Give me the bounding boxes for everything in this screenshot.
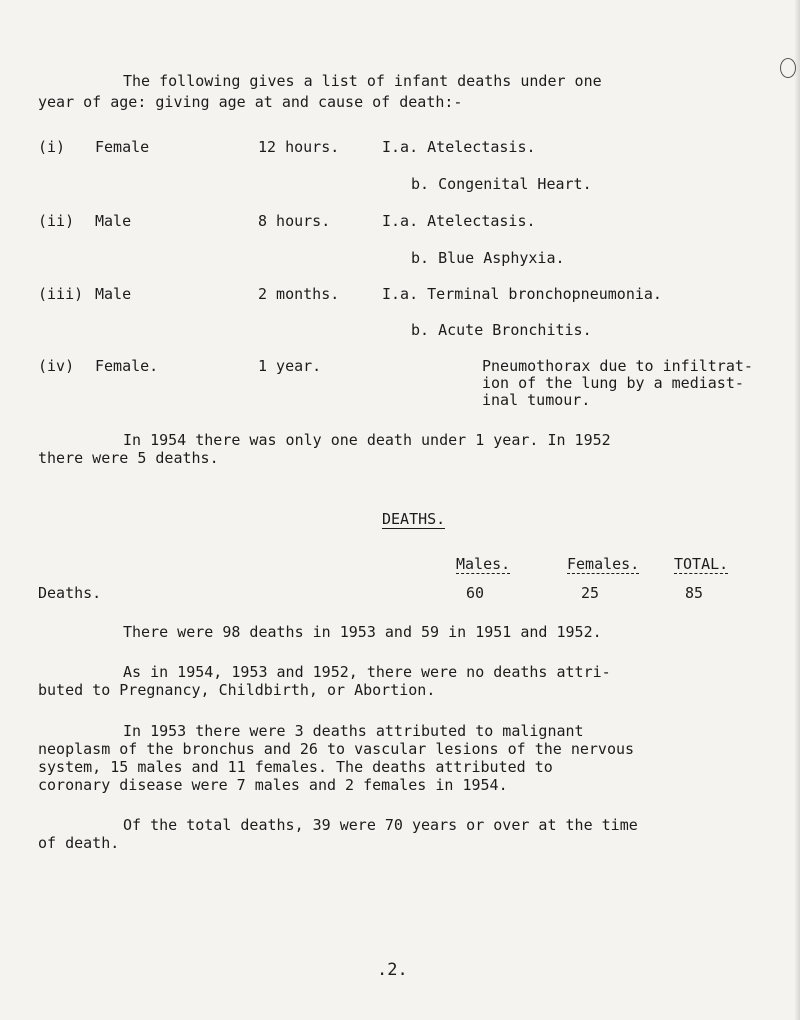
deaths-total-value: 85 bbox=[685, 584, 704, 602]
entry-4-number: (iv) bbox=[38, 357, 75, 375]
entry-2-age: 8 hours. bbox=[258, 212, 331, 230]
entry-1-age: 12 hours. bbox=[258, 138, 340, 156]
deaths-males-value: 60 bbox=[466, 584, 485, 602]
entry-4-cause-line-2: ion of the lung by a mediast- bbox=[482, 374, 744, 392]
entry-1-sex: Female bbox=[95, 138, 150, 156]
entry-1-cause-a: I.a. Atelectasis. bbox=[382, 138, 536, 156]
para-1954-line-2: there were 5 deaths. bbox=[38, 449, 219, 467]
deaths-females-value: 25 bbox=[581, 584, 600, 602]
col-header-males: Males. bbox=[456, 555, 511, 573]
para-neoplasm-line-3: system, 15 males and 11 females. The deaths attributed to bbox=[38, 758, 553, 776]
para-neoplasm-line-4: coronary disease were 7 males and 2 females in 1954. bbox=[38, 776, 508, 794]
entry-3-sex: Male bbox=[95, 285, 132, 303]
col-header-total: TOTAL. bbox=[674, 555, 729, 573]
entry-1-cause-b: b. Congenital Heart. bbox=[411, 175, 592, 193]
page-number: .2. bbox=[377, 960, 408, 980]
deaths-row-label: Deaths. bbox=[38, 584, 102, 602]
deaths-heading: DEATHS. bbox=[382, 510, 446, 528]
entry-3-cause-a: I.a. Terminal bronchopneumonia. bbox=[382, 285, 662, 303]
entry-3-age: 2 months. bbox=[258, 285, 340, 303]
entry-3-number: (iii) bbox=[38, 285, 84, 303]
para-age-line-2: of death. bbox=[38, 834, 120, 852]
entry-2-sex: Male bbox=[95, 212, 132, 230]
entry-2-cause-b: b. Blue Asphyxia. bbox=[411, 249, 565, 267]
page-edge-shadow bbox=[794, 0, 800, 1020]
entry-4-age: 1 year. bbox=[258, 357, 322, 375]
intro-line-1: The following gives a list of infant deaths under one bbox=[123, 72, 602, 90]
para-1954-line-1: In 1954 there was only one death under 1 year. In 1952 bbox=[123, 431, 611, 449]
entry-4-cause-line-1: Pneumothorax due to infiltrat- bbox=[482, 357, 753, 375]
para-1953: There were 98 deaths in 1953 and 59 in 1951 and 1952. bbox=[123, 623, 602, 641]
entry-3-cause-b: b. Acute Bronchitis. bbox=[411, 321, 592, 339]
para-pregnancy-line-2: buted to Pregnancy, Childbirth, or Abortion. bbox=[38, 681, 436, 699]
intro-line-2: year of age: giving age at and cause of death:- bbox=[38, 93, 463, 111]
entry-2-number: (ii) bbox=[38, 212, 75, 230]
para-neoplasm-line-2: neoplasm of the bronchus and 26 to vascular lesions of the nervous bbox=[38, 740, 635, 758]
entry-1-number: (i) bbox=[38, 138, 66, 156]
entry-4-sex: Female. bbox=[95, 357, 159, 375]
para-neoplasm-line-1: In 1953 there were 3 deaths attributed to malignant bbox=[123, 722, 584, 740]
para-pregnancy-line-1: As in 1954, 1953 and 1952, there were no deaths attri- bbox=[123, 663, 611, 681]
para-age-line-1: Of the total deaths, 39 were 70 years or over at the time bbox=[123, 816, 638, 834]
col-header-females: Females. bbox=[567, 555, 640, 573]
entry-2-cause-a: I.a. Atelectasis. bbox=[382, 212, 536, 230]
entry-4-cause-line-3: inal tumour. bbox=[482, 391, 591, 409]
